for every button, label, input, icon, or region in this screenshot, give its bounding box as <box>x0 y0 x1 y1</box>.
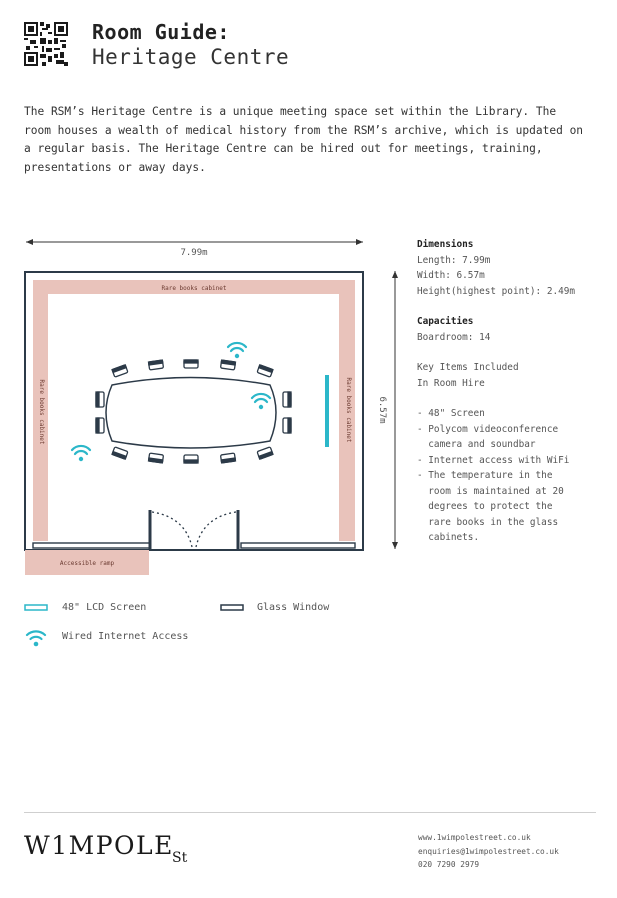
accessible-ramp <box>25 550 149 575</box>
height-value: Height(highest point): 2.49m <box>417 285 576 297</box>
rare-books-cabinet-top <box>33 280 355 294</box>
list-item: - Polycom videoconference camera and soundbar <box>417 423 559 450</box>
room-name: Heritage Centre <box>92 45 290 69</box>
width-value: Width: 6.57m <box>417 270 485 281</box>
dimensions-section <box>417 237 575 299</box>
svg-text:St: St <box>172 850 188 866</box>
glass-window-right <box>241 543 355 548</box>
intro-paragraph: The RSM’s Heritage Centre is a unique meeting space set within the Library. The room houses a wealth of medical history from the RSM’s archive, which is updated on a regular basis. The Heritage Centre can be hired out for meetings, training, presentations or away days. <box>24 105 584 174</box>
phone-number: 020 7290 2979 <box>418 860 480 869</box>
list-item: - The temperature in the room is maintained at 20 degrees to protect the rare books in the glass cabinets. <box>417 470 564 543</box>
legend-glass-window: Glass Window <box>257 602 330 613</box>
length-value: Length: 7.99m <box>417 254 491 266</box>
page-title: Room Guide: <box>92 20 230 44</box>
glass-window-legend-icon <box>220 604 244 612</box>
email-link[interactable]: enquiries@1wimpolestreet.co.uk <box>418 846 559 856</box>
boardroom-capacity: Boardroom: 14 <box>417 331 491 343</box>
rare-books-cabinet-right <box>339 294 355 541</box>
svg-text:Rare books cabinet: Rare books cabinet <box>38 379 45 445</box>
length-label: 7.99m <box>180 248 208 258</box>
website-link[interactable]: www.1wimpolestreet.co.uk <box>418 833 531 842</box>
legend-wired-internet: Wired Internet Access <box>62 631 189 642</box>
key-items-heading: Key Items Included <box>417 362 519 373</box>
width-dimension-arrow <box>392 271 398 549</box>
capacities-heading: Capacities <box>417 316 474 327</box>
boardroom-table <box>106 378 276 449</box>
width-label: 6.57m <box>377 396 387 424</box>
capacities-section <box>417 314 490 345</box>
list-item: - Internet access with WiFi <box>417 454 570 466</box>
wifi-icon <box>24 627 48 649</box>
lcd-screen-legend-icon <box>24 604 48 612</box>
key-items-heading: In Room Hire <box>417 377 485 389</box>
contact-details <box>418 831 559 872</box>
legend-lcd-screen: 48" LCD Screen <box>62 602 147 613</box>
dimensions-heading: Dimensions <box>417 239 474 250</box>
qr-code-icon <box>24 22 68 66</box>
lcd-screen <box>325 375 329 447</box>
svg-text:Rare books cabinet: Rare books cabinet <box>161 285 227 292</box>
svg-text:W1MPOLE: W1MPOLE <box>24 831 174 860</box>
wimpole-street-logo <box>24 826 194 866</box>
key-items-section <box>417 360 569 546</box>
glass-window-left <box>33 543 150 548</box>
rare-books-cabinet-left <box>33 294 48 541</box>
svg-text:Accessible ramp: Accessible ramp <box>59 560 115 567</box>
length-dimension-arrow <box>26 239 363 245</box>
list-item: - 48" Screen <box>417 408 485 419</box>
svg-text:Rare books cabinet: Rare books cabinet <box>345 377 352 443</box>
footer-divider <box>24 812 596 813</box>
